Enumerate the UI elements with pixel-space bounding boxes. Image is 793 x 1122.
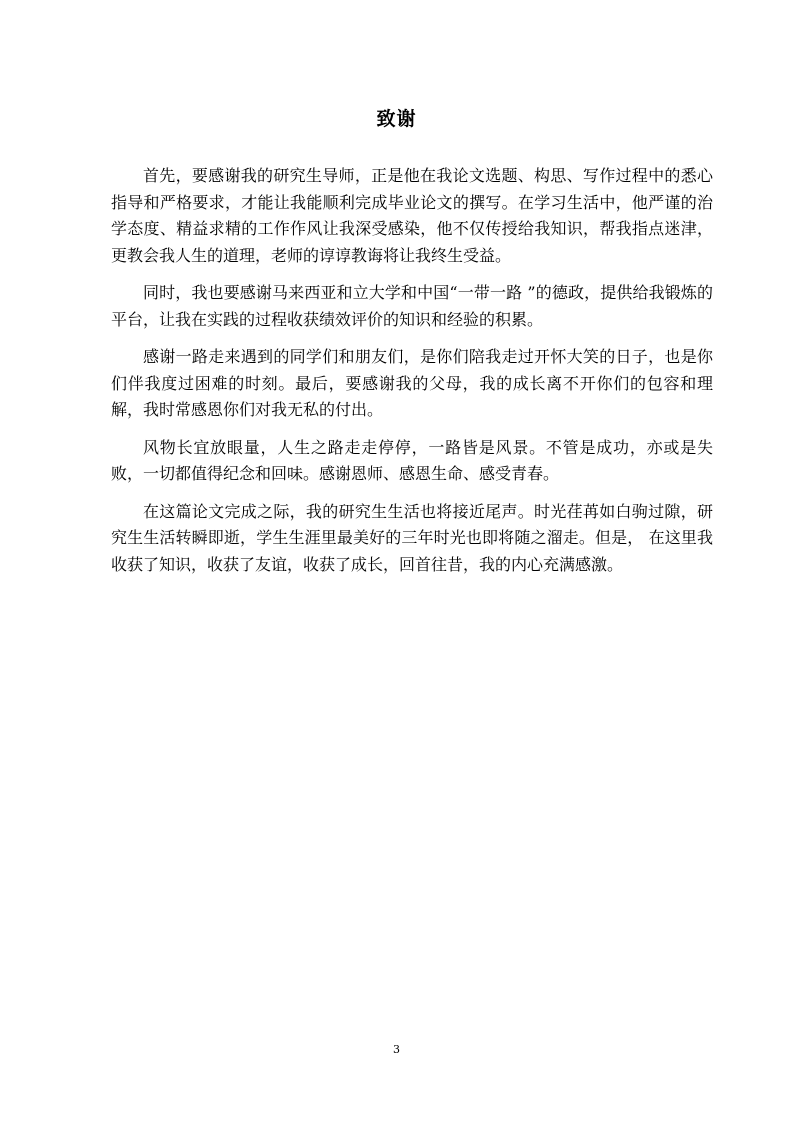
paragraph: 首先，要感谢我的研究生导师，正是他在我论文选题、构思、写作过程中的悉心指导和严格要求，才能让我能顺利完成毕业论文的撰写。在学习生活中，他严谨的治学态度、精益求精的工作作风让我深受感染，他不仅传授给我知识，帮我指点迷津，更教会我人生的道理，老师的谆谆教诲将让我终生受益。 — [111, 166, 713, 265]
acknowledgement-body — [111, 163, 713, 589]
paragraph: 风物长宜放眼量，人生之路走走停停，一路皆是风景。不管是成功，亦或是失败，一切都值得纪念和回味。感谢恩师、感恩生命、感受青春。 — [111, 437, 713, 483]
page-number: 3 — [393, 1043, 400, 1056]
paragraph: 感谢一路走来遇到的同学们和朋友们，是你们陪我走过开怀大笑的日子，也是你们伴我度过困难的时刻。最后，要感谢我的父母，我的成长离不开你们的包容和理解，我时常感恩你们对我无私的付出。 — [111, 347, 713, 419]
page-title: 致谢 — [376, 108, 417, 130]
paragraph: 在这篇论文完成之际，我的研究生生活也将接近尾声。时光荏苒如白驹过隙，研究生生活转瞬即逝，学生生涯里最美好的三年时光也即将随之溜走。但是， 在这里我收获了知识，收获了友谊，收获了成长，回首往昔，我的内心充满感激。 — [111, 501, 713, 574]
paragraph: 同时，我也要感谢马来西亚和立大学和中国“一带一路 ”的德政，提供给我锻炼的平台，让我在实践的过程收获绩效评价的知识和经验的积累。 — [111, 283, 713, 329]
